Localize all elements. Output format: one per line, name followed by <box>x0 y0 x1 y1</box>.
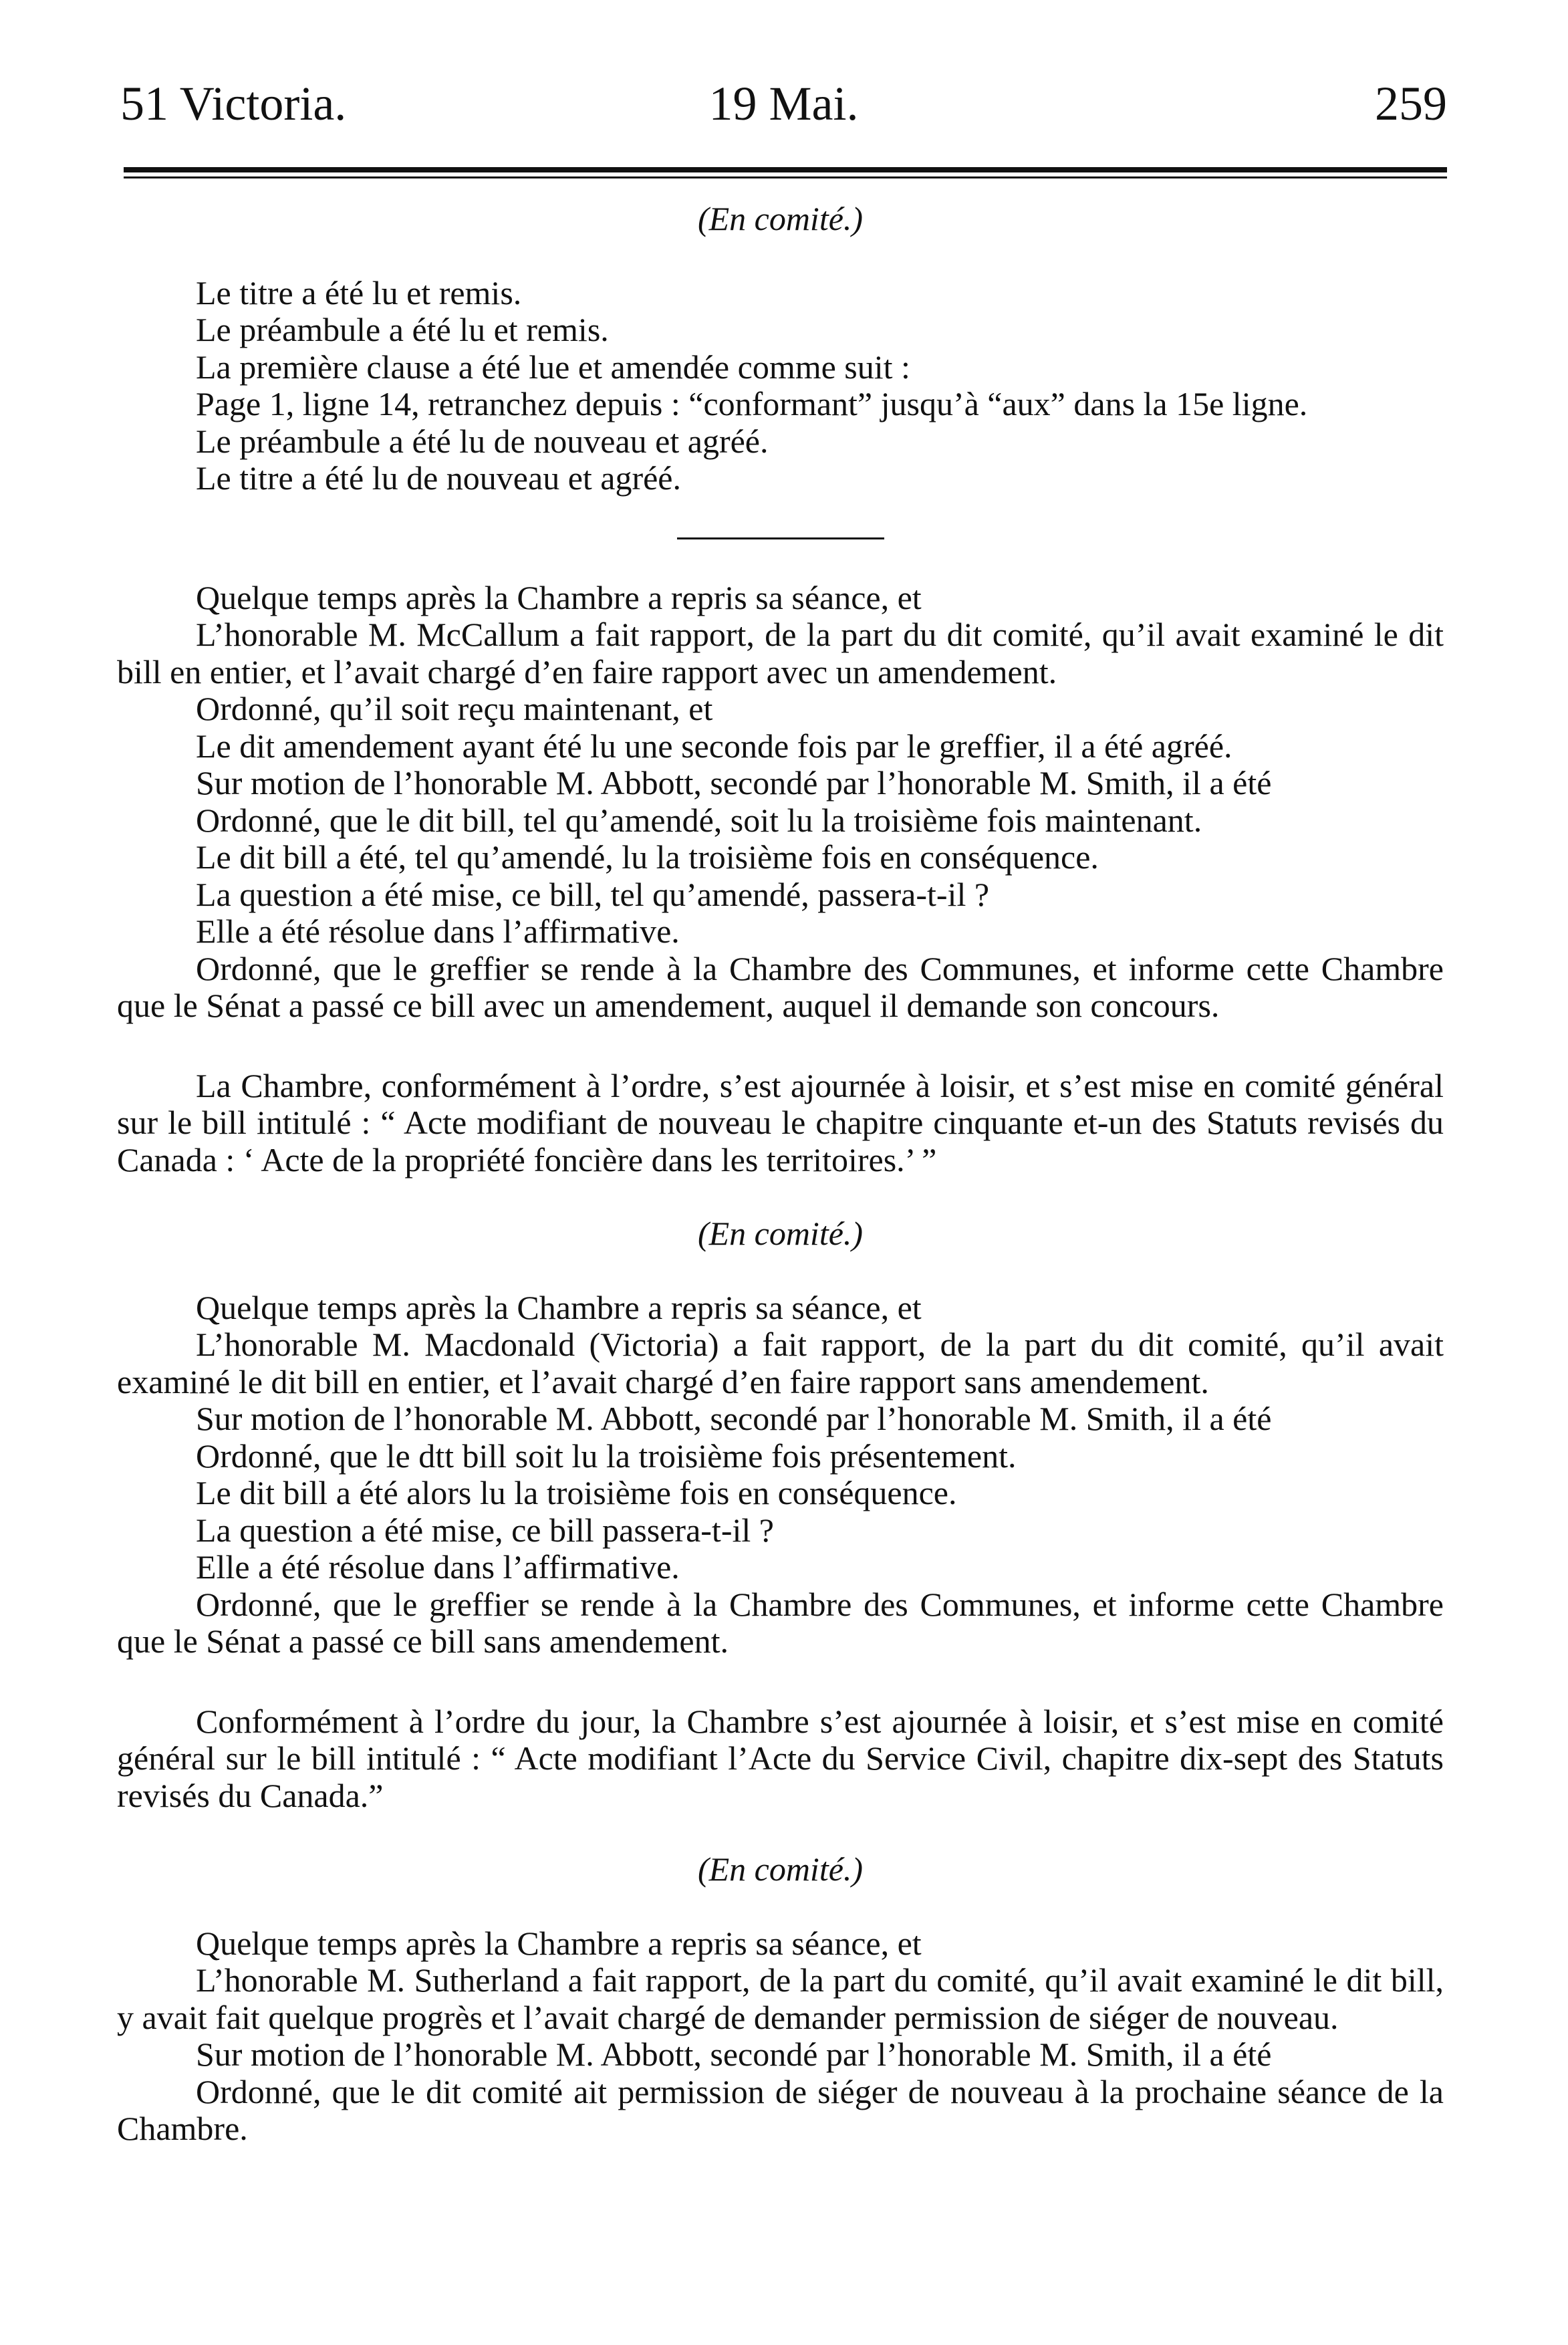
paragraph: Le dit amendement ayant été lu une seconde fois par le greffier, il a été agréé. <box>196 727 1232 765</box>
section-intro: Conformément à l’ordre du jour, la Chambre s’est ajournée à loisir, et s’est mise en comité général sur le bill intitulé : “ Acte modifiant l’Acte du Service Civil, chapitre dix-sept des Statuts revisés du Canada.” <box>117 1702 1444 1814</box>
paragraph: Le préambule a été lu et remis. <box>196 311 609 348</box>
paragraph: Ordonné, que le greffier se rende à la Chambre des Communes, et informe cette Chambre que le Sénat a passé ce bill sans amendement. <box>117 1585 1444 1660</box>
section-separator <box>677 537 884 539</box>
header-rule-thin <box>124 176 1447 178</box>
paragraph: L’honorable M. Macdonald (Victoria) a fait rapport, de la part du dit comité, qu’il avait examiné le dit bill en entier, et l’avait chargé d’en faire rapport sans amendement. <box>117 1326 1444 1400</box>
paragraph: Quelque temps après la Chambre a repris sa séance, et <box>196 1924 922 1962</box>
paragraph: Sur motion de l’honorable M. Abbott, secondé par l’honorable M. Smith, il a été <box>196 2035 1272 2073</box>
paragraph: Sur motion de l’honorable M. Abbott, secondé par l’honorable M. Smith, il a été <box>196 764 1272 801</box>
paragraph: Ordonné, que le dtt bill soit lu la troisième fois présentement. <box>196 1437 1017 1475</box>
paragraph: L’honorable M. Sutherland a fait rapport, de la part du comité, qu’il avait examiné le dit bill, y avait fait quelque progrès et l’avait chargé de demander permission de siéger de nouveau. <box>117 1961 1444 2036</box>
paragraph: Elle a été résolue dans l’affirmative. <box>196 912 680 950</box>
page-number: 259 <box>1375 77 1447 130</box>
paragraph: Page 1, ligne 14, retranchez depuis : “conformant” jusqu’à “aux” dans la 15e ligne. <box>196 385 1308 422</box>
paragraph: Le dit bill a été alors lu la troisième fois en conséquence. <box>196 1474 957 1511</box>
section-heading: (En comité.) <box>697 1850 864 1888</box>
section-intro: La Chambre, conformément à l’ordre, s’est ajournée à loisir, et s’est mise en comité général sur le bill intitulé : “ Acte modifiant de nouveau le chapitre cinquante et-un des Statuts revisés du Canada : ‘ Acte de la propriété foncière dans les territoires.’ ” <box>117 1066 1444 1179</box>
paragraph: Quelque temps après la Chambre a repris sa séance, et <box>196 578 922 616</box>
section-heading: (En comité.) <box>697 1215 864 1252</box>
paragraph: Le titre a été lu de nouveau et agréé. <box>196 459 682 497</box>
paragraph: Ordonné, que le greffier se rende à la Chambre des Communes, et informe cette Chambre que le Sénat a passé ce bill avec un amendement, auquel il demande son concours. <box>117 949 1444 1024</box>
header-rule-thick <box>124 167 1447 172</box>
page-body <box>117 201 1444 2148</box>
running-head-date: 19 Mai. <box>708 77 859 130</box>
paragraph: Ordonné, que le dit comité ait permission de siéger de nouveau à la prochaine séance de la Chambre. <box>117 2072 1444 2147</box>
paragraph: Ordonné, que le dit bill, tel qu’amendé, soit lu la troisième fois maintenant. <box>196 801 1202 839</box>
page-header <box>120 74 1447 134</box>
paragraph: La question a été mise, ce bill passera-t-il ? <box>196 1511 774 1549</box>
paragraph: Elle a été résolue dans l’affirmative. <box>196 1548 680 1586</box>
paragraph: Sur motion de l’honorable M. Abbott, secondé par l’honorable M. Smith, il a été <box>196 1400 1272 1437</box>
section-heading: (En comité.) <box>697 200 864 237</box>
paragraph: Le titre a été lu et remis. <box>196 273 522 312</box>
paragraph: Ordonné, qu’il soit reçu maintenant, et <box>196 690 713 727</box>
paragraph: Le préambule a été lu de nouveau et agréé. <box>196 422 769 460</box>
paragraph: La question a été mise, ce bill, tel qu’amendé, passera-t-il ? <box>196 875 990 913</box>
paragraph: La première clause a été lue et amendée comme suit : <box>196 348 910 386</box>
paragraph: Quelque temps après la Chambre a repris sa séance, et <box>196 1288 922 1326</box>
running-head-session: 51 Victoria. <box>120 77 347 130</box>
paragraph: Le dit bill a été, tel qu’amendé, lu la troisième fois en conséquence. <box>196 838 1099 876</box>
paragraph: L’honorable M. McCallum a fait rapport, de la part du dit comité, qu’il avait examiné le dit bill en entier, et l’avait chargé d’en faire rapport avec un amendement. <box>117 616 1444 691</box>
